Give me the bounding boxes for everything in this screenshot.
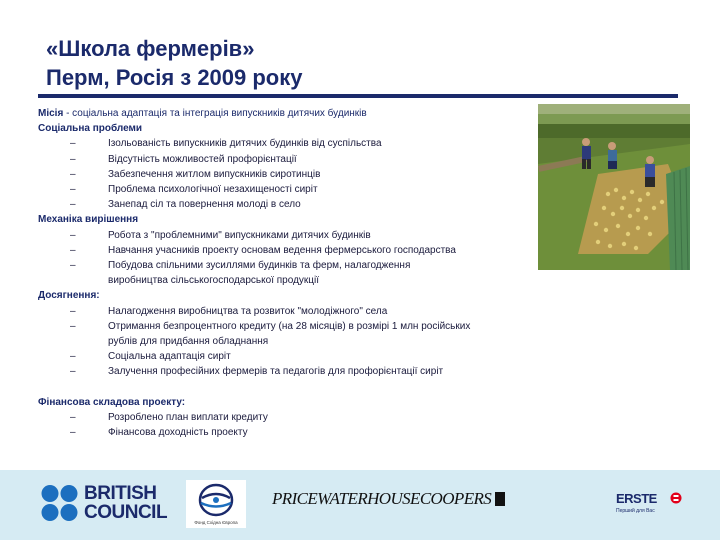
list-item: – Залучення професійних фермерів та педагогів для профорієнтації сиріт [108, 364, 530, 379]
social-problem-list [38, 136, 530, 212]
social-problem-heading: Соціальна проблеми [38, 123, 143, 135]
british-council-line-2: COUNCIL [84, 502, 168, 523]
finance-list [38, 410, 530, 440]
person-figure [608, 142, 617, 169]
erste-wordmark: ERSTE [616, 491, 657, 506]
mechanics-list [38, 228, 530, 289]
mechanics-heading: Механіка вирішення [38, 214, 139, 226]
list-item: – Відсутність можливостей профорієнтації [108, 152, 530, 167]
list-item: – Ізольованість випускників дитячих будинків від суспільства [108, 136, 530, 151]
farm-photo [538, 104, 690, 270]
spacer [38, 380, 530, 395]
east-europe-foundation-logo [186, 480, 246, 528]
list-item: – Фінансова доходність проекту [108, 425, 530, 440]
list-item: – Навчання учасників проекту основам ведення фермерського господарства [108, 243, 530, 258]
east-europe-foundation-emblem-icon [186, 480, 246, 520]
british-council-logo [40, 484, 170, 522]
pwc-mark-icon [495, 492, 505, 506]
title-line-2: Перм, Росія з 2009 року [46, 65, 303, 90]
title-line-1: «Школа фермерів» [46, 36, 255, 61]
pwc-wordmark: PRICEWATERHOUSECOOPERS [272, 489, 492, 508]
list-item: – Налагодження виробництва та розвиток "молодіжного" села [108, 304, 530, 319]
list-item: – Соціальна адаптація сиріт [108, 349, 530, 364]
british-council-wordmark [84, 484, 167, 522]
erste-tagline: Перший для Вас [616, 508, 655, 514]
list-item: – Забезпечення житлом випускників сиротинців [108, 167, 530, 182]
slide-title [46, 34, 303, 92]
pwc-logo [272, 487, 505, 511]
british-council-line-1: BRITISH [84, 483, 157, 504]
british-council-dots-icon [40, 484, 80, 522]
list-item: – Робота з "проблемними" випускниками дитячих будинків [108, 228, 530, 243]
list-item: – Отримання безпроцентного кредиту (на 28 місяців) в розмірі 1 млн російських рублів для придбання обладнання [108, 319, 498, 349]
list-item: – Занепад сіл та повернення молоді в село [108, 197, 530, 212]
list-item: – Розроблено план виплати кредиту [108, 410, 530, 425]
erste-logo [616, 492, 686, 522]
achievements-list [38, 304, 530, 380]
east-europe-foundation-caption: Фонд Східна Європа [194, 520, 238, 525]
achievements-heading: Досягнення: [38, 290, 100, 302]
finance-heading: Фінансова складова проекту: [38, 396, 186, 408]
content-body [38, 106, 530, 440]
title-divider [38, 94, 678, 98]
farm-photo-illustration [538, 104, 690, 270]
mission-line [38, 106, 530, 121]
list-item: – Проблема психологічної незахищеності сиріт [108, 182, 530, 197]
person-figure [645, 156, 655, 187]
erste-red-s-icon [670, 492, 682, 504]
mission-text: - соціальна адаптація та інтеграція випускників дитячих будинків [63, 108, 367, 119]
list-item: – Побудова спільними зусиллями будинків та ферм, налагодження виробництва сільськогосподарської продукції [108, 258, 468, 288]
mission-label: Місія [38, 108, 64, 119]
